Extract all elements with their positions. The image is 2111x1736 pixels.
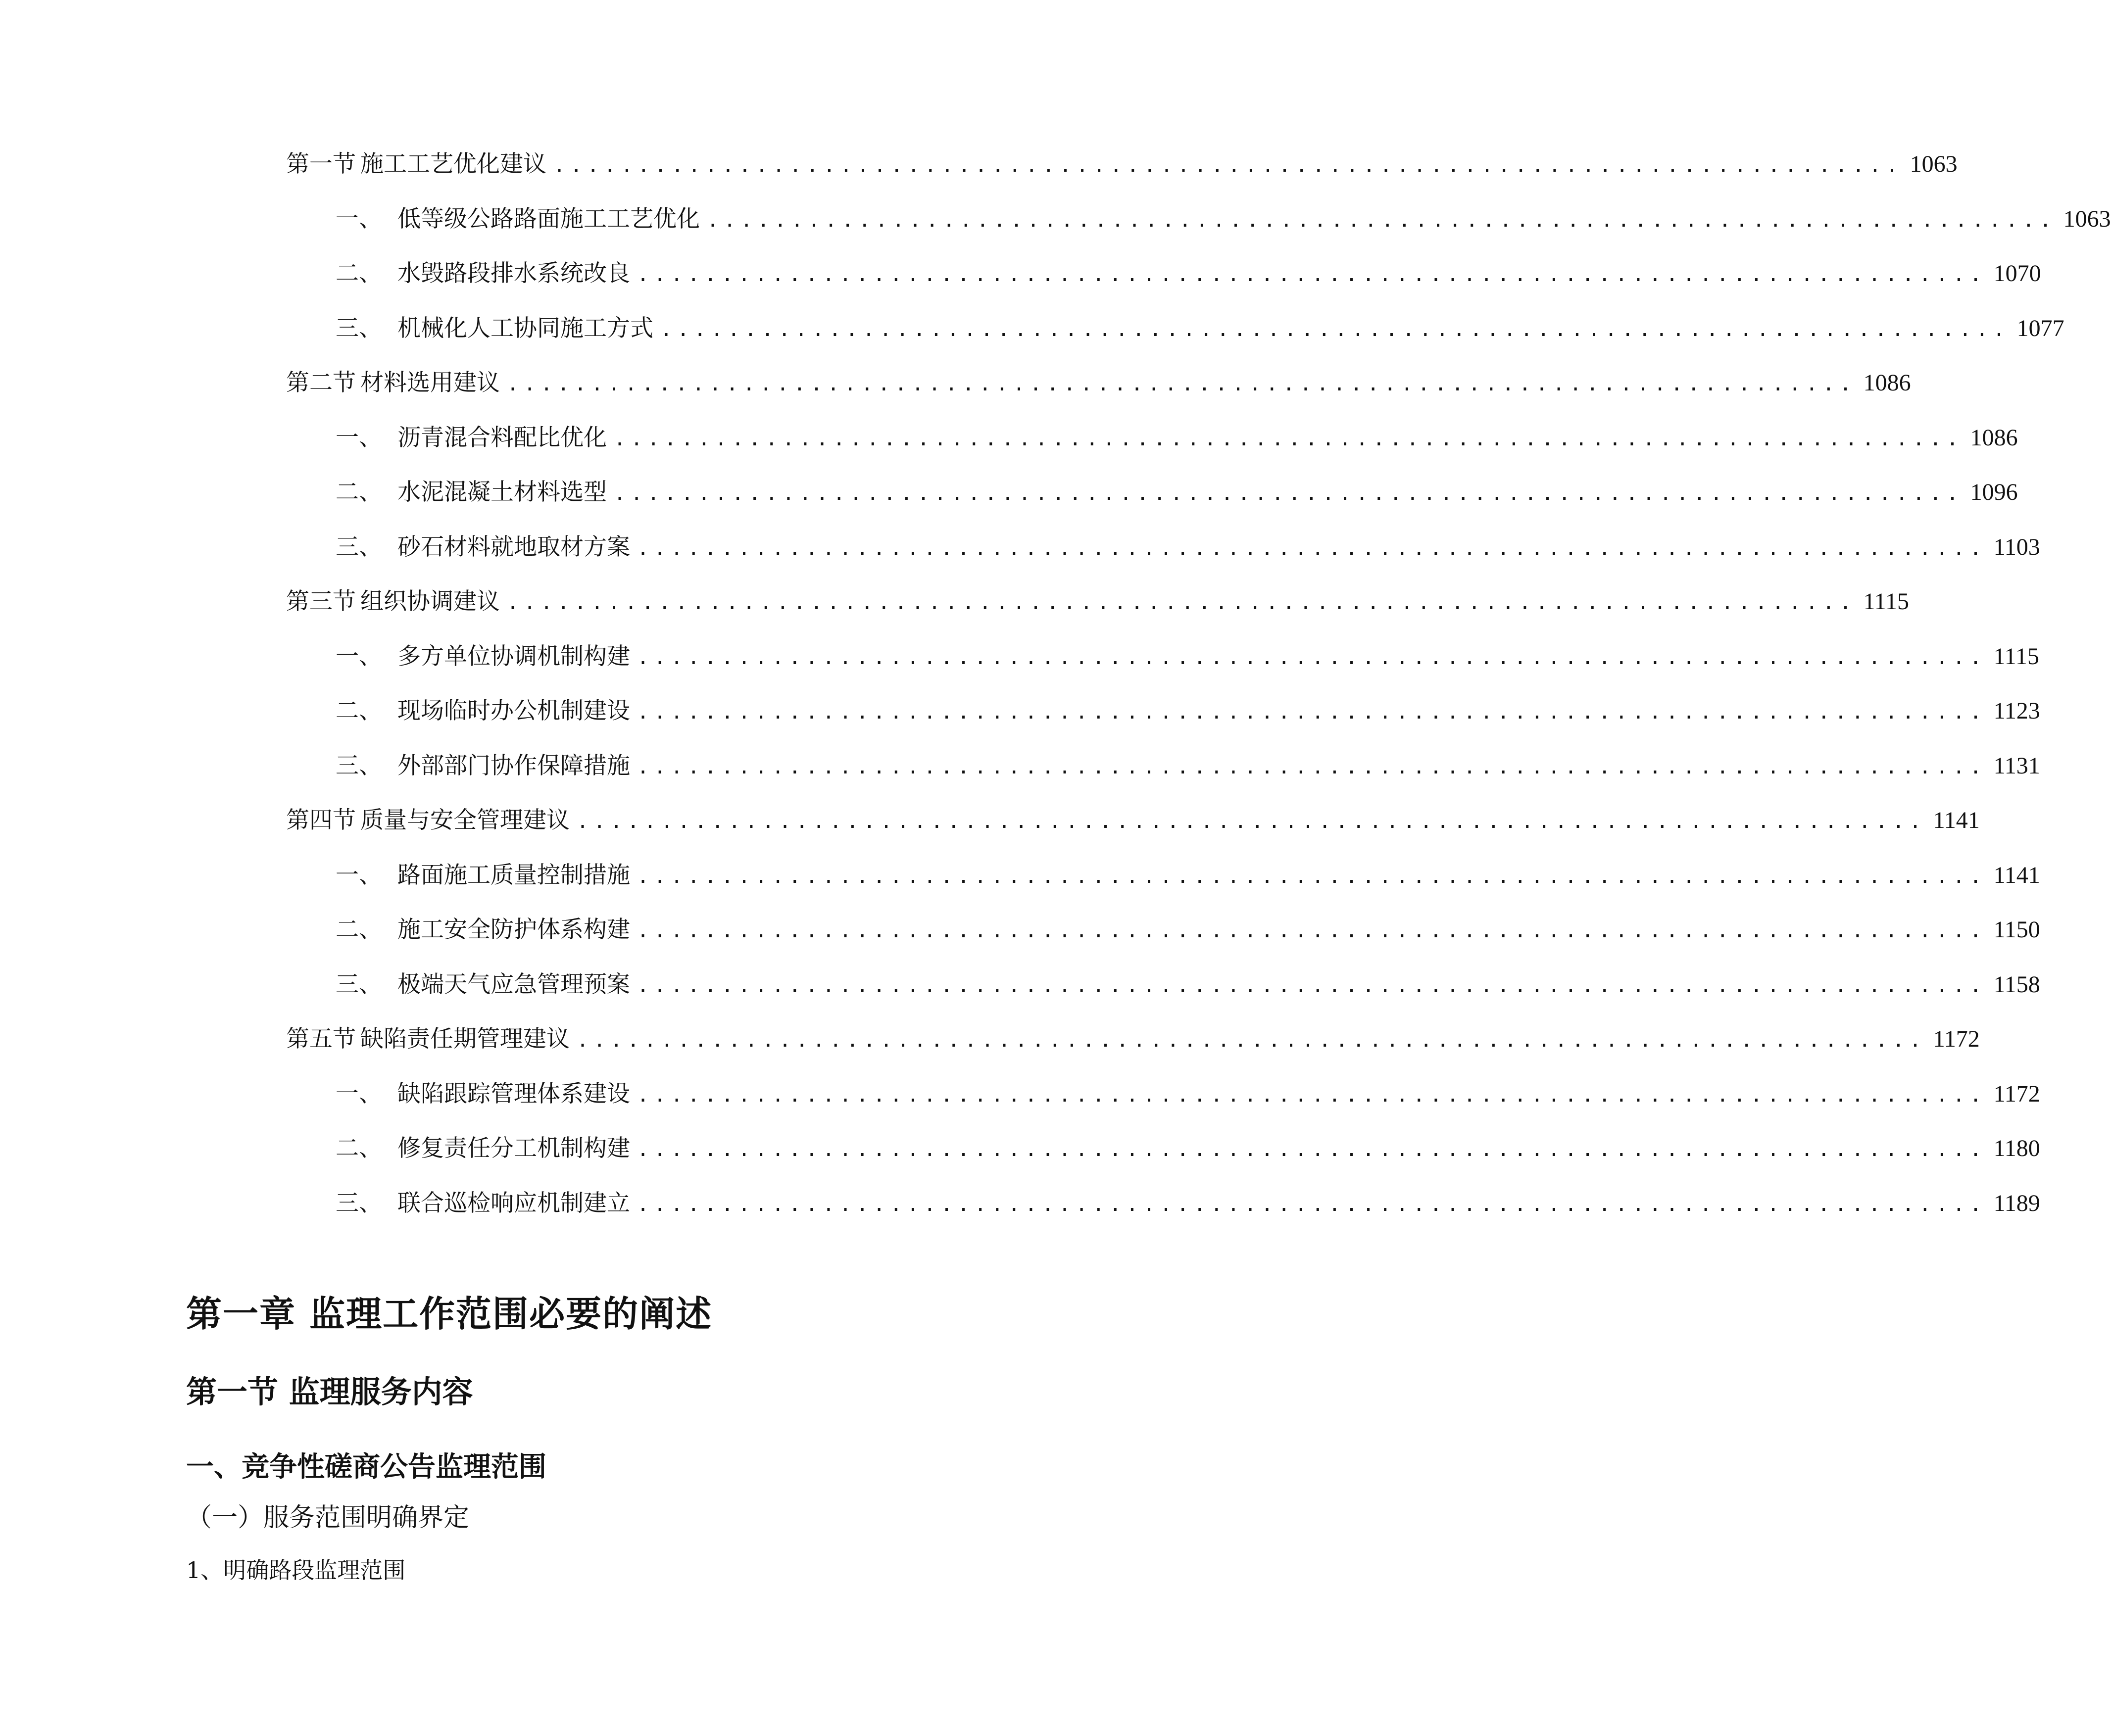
- toc-entry[interactable]: [286, 1077, 2040, 1111]
- toc-entry-number: 二、: [336, 260, 382, 287]
- toc-entry-number: 第三节: [286, 588, 356, 615]
- toc-entry-page: 1103: [1993, 534, 2040, 560]
- toc-entry-page: 1115: [1993, 643, 2039, 670]
- toc-entry-label: 修复责任分工机制构建: [397, 1135, 630, 1162]
- toc-dot-leader: ................................................................................: [637, 701, 1987, 723]
- toc-entry-number: 二、: [336, 1135, 382, 1162]
- toc-entry-label: 缺陷跟踪管理体系建设: [397, 1080, 630, 1108]
- toc-entry-label: 缺陷责任期管理建议: [360, 1025, 570, 1053]
- toc-entry[interactable]: [286, 147, 1958, 182]
- toc-dot-leader: ................................................................................: [637, 263, 1987, 286]
- toc-entry[interactable]: [286, 421, 2018, 455]
- toc-entry-page: 1180: [1993, 1135, 2040, 1161]
- toc-entry-label: 低等级公路路面施工工艺优化: [397, 205, 700, 233]
- toc-dot-leader: ................................................................................: [637, 865, 1987, 888]
- toc-entry-label: 沥青混合料配比优化: [397, 424, 607, 451]
- toc-entry[interactable]: [286, 858, 2040, 893]
- toc-entry-label: 外部部门协作保障措施: [397, 752, 630, 779]
- toc-entry-page: 1123: [1993, 698, 2040, 724]
- toc-dot-leader: ................................................................................: [507, 591, 1857, 614]
- toc-entry-page: 1063: [2063, 206, 2111, 232]
- toc-entry[interactable]: [286, 967, 2040, 1002]
- toc-entry[interactable]: [286, 1186, 2040, 1221]
- toc-entry-page: 1189: [1993, 1190, 2040, 1216]
- toc-entry-number: 第二节: [286, 369, 356, 396]
- toc-dot-leader: ................................................................................: [553, 154, 1903, 177]
- toc-entry-number: 一、: [336, 424, 382, 451]
- toc-entry-page: 1172: [1993, 1081, 2040, 1107]
- toc-entry-page: 1086: [1970, 425, 2018, 451]
- toc-entry-number: 二、: [336, 916, 382, 943]
- toc-entry-label: 多方单位协调机制构建: [397, 643, 630, 670]
- toc-dot-leader: ................................................................................: [707, 209, 2057, 232]
- toc-entry-label: 现场临时办公机制建设: [397, 697, 630, 724]
- toc-entry-label: 路面施工质量控制措施: [397, 862, 630, 889]
- toc-entry-number: 二、: [336, 697, 382, 724]
- toc-entry-number: 第五节: [286, 1025, 356, 1053]
- toc-entry-number: 三、: [336, 533, 382, 561]
- subitem-title: 1、明确路段监理范围: [186, 1557, 406, 1584]
- toc-entry[interactable]: [286, 639, 2039, 674]
- toc-entry-number: 一、: [336, 862, 382, 889]
- toc-entry-page: 1150: [1993, 916, 2040, 943]
- toc-entry-number: 三、: [336, 752, 382, 779]
- toc-entry-page: 1063: [1910, 151, 1958, 177]
- toc-entry[interactable]: [286, 694, 2040, 728]
- toc-entry-label: 材料选用建议: [360, 369, 500, 396]
- toc-dot-leader: ................................................................................: [637, 919, 1987, 942]
- toc-entry-number: 一、: [336, 643, 382, 670]
- toc-entry-page: 1172: [1933, 1026, 1980, 1052]
- toc-entry[interactable]: [286, 1131, 2040, 1166]
- toc-entry-number: 三、: [336, 1190, 382, 1217]
- toc-entry-label: 水泥混凝土材料选型: [397, 479, 607, 506]
- item-title: （一）服务范围明确界定: [186, 1503, 470, 1533]
- toc-entry[interactable]: [286, 803, 1980, 838]
- toc-entry-page: 1158: [1993, 971, 2040, 998]
- toc-entry-label: 组织协调建议: [360, 588, 500, 615]
- toc-entry-label: 砂石材料就地取材方案: [397, 533, 630, 561]
- toc-entry-page: 1141: [1933, 807, 1980, 833]
- toc-entry[interactable]: [286, 749, 2040, 783]
- toc-entry[interactable]: [286, 366, 1911, 400]
- subsection-title: 一、竞争性磋商公告监理范围: [186, 1451, 546, 1483]
- toc-entry-page: 1131: [1993, 753, 2040, 779]
- toc-dot-leader: ................................................................................: [637, 756, 1987, 778]
- toc-dot-leader: ................................................................................: [577, 810, 1926, 833]
- toc-dot-leader: ................................................................................: [637, 1138, 1987, 1161]
- toc-entry-number: 二、: [336, 479, 382, 506]
- toc-entry-number: 一、: [336, 205, 382, 233]
- toc-dot-leader: ................................................................................: [614, 482, 1964, 505]
- toc-entry-label: 机械化人工协同施工方式: [397, 315, 653, 342]
- toc-entry-number: 三、: [336, 971, 382, 998]
- toc-entry[interactable]: [286, 1022, 1980, 1057]
- toc-entry[interactable]: [286, 256, 2041, 291]
- toc-entry-label: 施工工艺优化建议: [360, 150, 546, 178]
- toc-entry-page: 1096: [1970, 479, 2018, 505]
- toc-dot-leader: ................................................................................: [614, 428, 1964, 450]
- section-title: 第一节 监理服务内容: [186, 1374, 473, 1410]
- toc-entry-label: 联合巡检响应机制建立: [397, 1190, 630, 1217]
- toc-dot-leader: ................................................................................: [660, 318, 2010, 341]
- toc-entry[interactable]: [286, 311, 2064, 346]
- toc-entry-number: 三、: [336, 315, 382, 342]
- toc-dot-leader: ................................................................................: [577, 1029, 1926, 1052]
- toc-entry-page: 1086: [1863, 370, 1911, 396]
- toc-entry-page: 1141: [1993, 862, 2040, 888]
- toc-entry[interactable]: [286, 530, 2040, 565]
- toc-entry-page: 1070: [1993, 260, 2041, 287]
- toc-entry[interactable]: [286, 584, 1909, 619]
- toc-entry[interactable]: [286, 202, 2111, 237]
- toc-entry-page: 1077: [2016, 315, 2064, 341]
- toc-entry[interactable]: [286, 475, 2018, 510]
- toc-dot-leader: ................................................................................: [507, 373, 1857, 395]
- toc-entry-label: 水毁路段排水系统改良: [397, 260, 630, 287]
- chapter-title: 第一章 监理工作范围必要的阐述: [186, 1293, 713, 1335]
- toc-entry-number: 第四节: [286, 807, 356, 834]
- toc-dot-leader: ................................................................................: [637, 1193, 1987, 1216]
- toc-entry-page: 1115: [1863, 588, 1909, 615]
- toc-entry-label: 极端天气应急管理预案: [397, 971, 630, 998]
- toc-dot-leader: ................................................................................: [637, 537, 1987, 560]
- toc-entry-number: 一、: [336, 1080, 382, 1108]
- toc-entry-number: 第一节: [286, 150, 356, 178]
- toc-dot-leader: ................................................................................: [637, 646, 1987, 669]
- toc-dot-leader: ................................................................................: [637, 1084, 1987, 1107]
- toc-entry[interactable]: [286, 913, 2040, 947]
- toc-entry-label: 质量与安全管理建议: [360, 807, 570, 834]
- toc-entry-label: 施工安全防护体系构建: [397, 916, 630, 943]
- toc-dot-leader: ................................................................................: [637, 974, 1987, 997]
